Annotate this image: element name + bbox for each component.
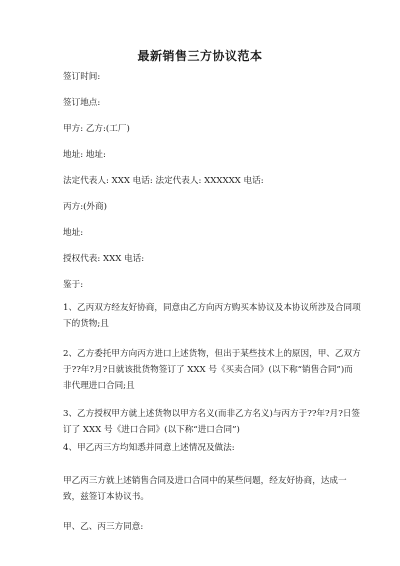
agreement-statement-line-2: 致，兹签订本协议书。 [63,492,149,502]
clause-3-line-2: 订了 XXX 号《进口合同》(以下称“进口合同”) [63,425,240,435]
clause-1-line-2: 下的货物;且 [63,319,109,329]
signing-place-line: 签订地点: [63,98,101,108]
document-title: 最新销售三方协议范本 [137,49,263,63]
legal-representative-line: 法定代表人: XXX 电话: 法定代表人: XXXXXX 电话: [63,176,264,186]
address-line-2: 地址: [63,228,84,238]
authorized-representative-line: 授权代表: XXX 电话: [63,254,145,264]
agreement-statement-line-1: 甲乙丙三方就上述销售合同及进口合同中的某些问题，经友好协商，达成一 [63,476,347,486]
parties-agree-line [63,521,343,533]
parties-agree-text: 甲、乙、丙三方同意: [63,522,144,532]
address-line-1: 地址: 地址: [63,150,106,160]
clause-1 [63,302,361,330]
clause-1-line-1: 1、乙丙双方经友好协商，同意由乙方向丙方购买本协议及本协议所涉及合同项 [63,303,361,313]
signing-time-line: 签订时间: [63,72,101,82]
clause-2 [63,348,361,392]
party-c-line: 丙方:(外商) [63,202,107,212]
clause-4 [63,442,343,454]
clause-2-line-2: 于??年?月?日就该批货物签订了 XXX 号《买卖合同》(以下称“销售合同”)而 [63,365,353,375]
clause-2-line-3: 非代理进口合同;且 [63,381,135,391]
parties-a-b-line: 甲方: 乙方:(工厂) [63,124,130,134]
whereas-line: 鉴于: [63,280,84,290]
clause-2-line-1: 2、乙方委托甲方向丙方进口上述货物，但出于某些技术上的原因，甲、乙双方 [63,349,361,359]
agreement-statement [63,475,347,503]
clause-3-line-1: 3、乙方授权甲方就上述货物以甲方名义(而非乙方名义)与丙方于??年?月?日签 [63,409,361,419]
clause-4-line-1: 4、甲乙丙三方均知悉并同意上述情况及做法: [63,443,235,453]
clause-3 [63,408,361,436]
